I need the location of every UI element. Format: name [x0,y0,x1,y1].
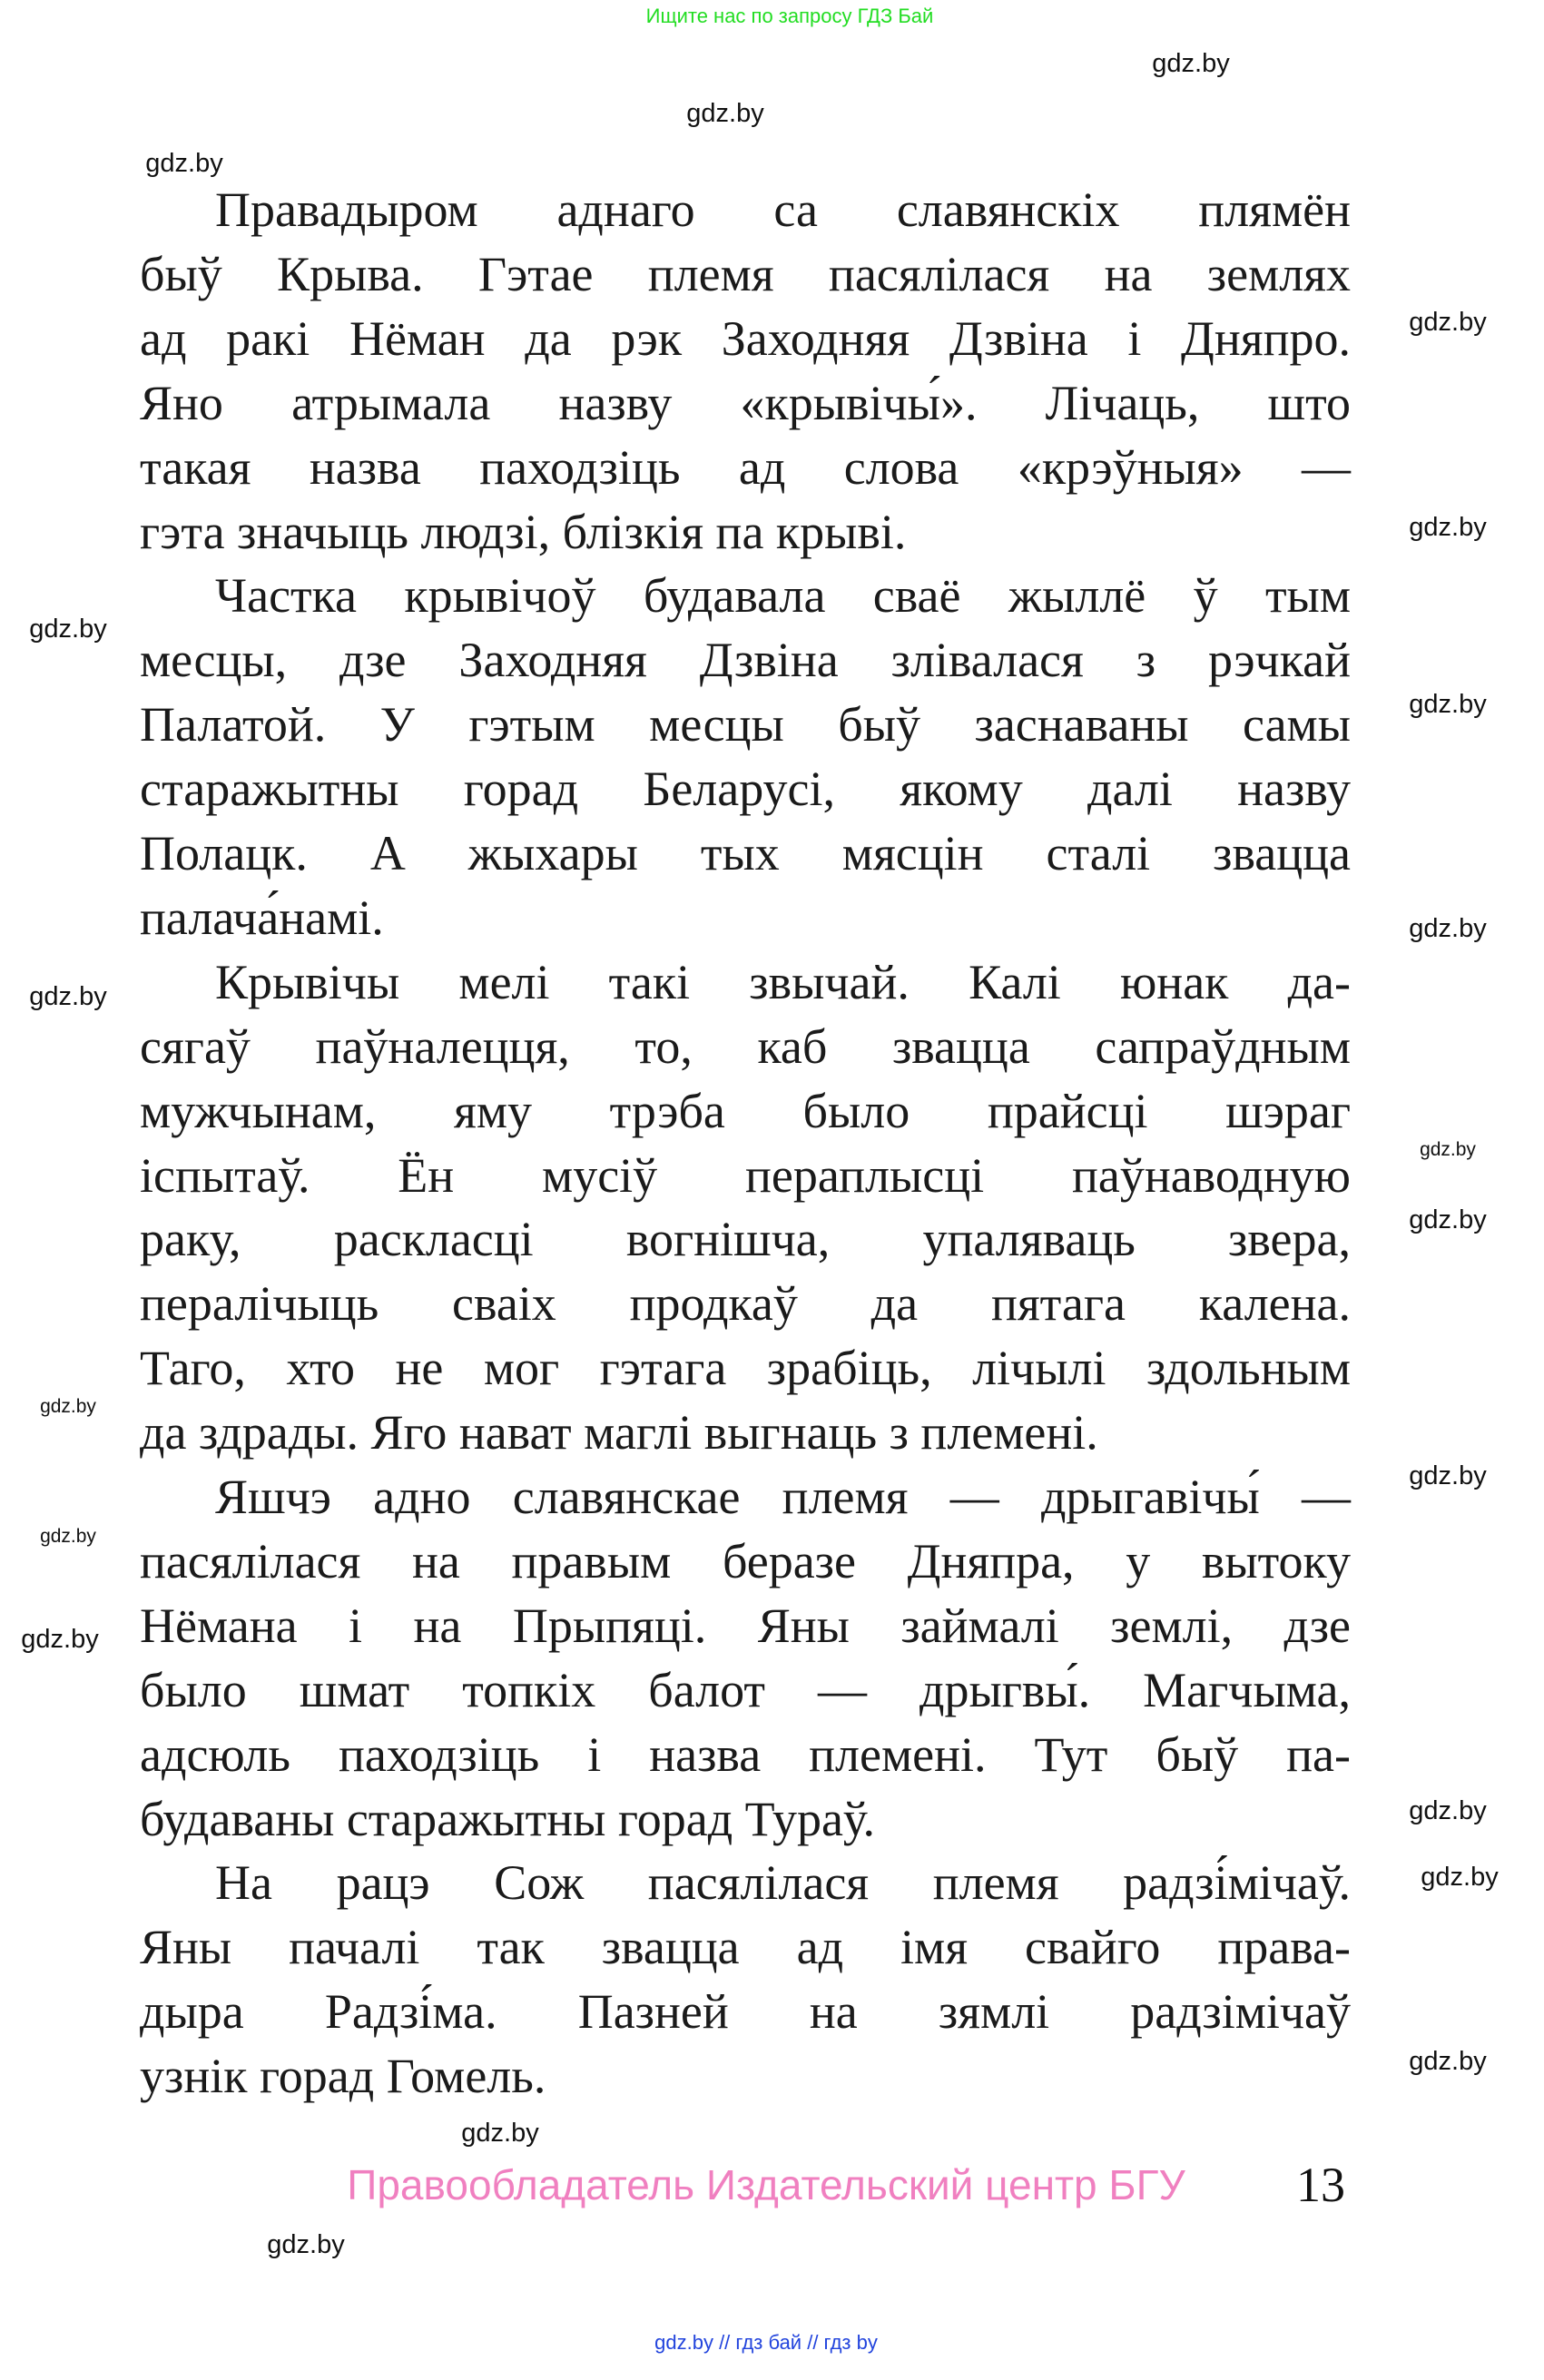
watermark: gdz.by [145,149,223,178]
watermark: gdz.by [1421,1863,1499,1892]
text-line: Яны пачалі так звацца ад імя свайго права- [140,1920,1351,1975]
text-line: пералічыць сваіх продкаў да пятага калена. [140,1276,1351,1332]
page-number: 13 [1296,2158,1345,2212]
watermark: gdz.by [40,1396,96,1417]
watermark: gdz.by [1409,513,1487,542]
text-line: пасялілася на правым беразе Дняпра, у вытоку [140,1533,1351,1588]
text-line: да здрады. Яго нават маглі выгнаць з племені. [140,1405,1098,1460]
text-line: мужчынам, яму трэба было прайсці шэраг [140,1083,1351,1138]
watermark: gdz.by [686,99,764,128]
watermark: gdz.by [1420,1139,1476,1160]
text-line: Таго, хто не мог гэтага зрабіць, лічылі здольным [140,1341,1351,1396]
text-line: Яно атрымала назву «крывічы́». Лічаць, што [140,375,1351,430]
text-line: Крывічы мелі такі звычай. Калі юнак да- [215,954,1351,1009]
watermark: gdz.by [267,2230,345,2259]
text-line: Яшчэ адно славянскае племя — дрыгавічы́ — [215,1470,1351,1524]
text-line: месцы, дзе Заходняя Дзвіна злівалася з рэчкай [140,633,1351,688]
watermark: gdz.by [1409,2047,1487,2076]
text-line: такая назва паходзіць ад слова «крэўныя» — [140,439,1351,495]
text-line: Нёмана і на Прыпяці. Яны займалі землі, дзе [140,1598,1351,1653]
watermark: gdz.by [1409,1461,1487,1490]
text-line: узнік горад Гомель. [140,2049,546,2104]
text-line: адсюль паходзіць і назва племені. Тут быў па- [140,1726,1351,1782]
text-line: Правадыром аднаго са славянскіх плямён [215,182,1351,237]
watermark: gdz.by [1409,1205,1487,1234]
text-line: палача́намі. [140,890,384,945]
watermark: gdz.by [1152,49,1230,78]
bottom-links[interactable]: gdz.by // гдз бай // гдз by [654,2331,878,2354]
text-line: будаваны старажытны горад Тураў. [140,1791,876,1846]
search-notice: Ищите нас по запросу ГДЗ Бай [645,5,934,27]
text-line: было шмат топкіх балот — дрыгвы́. Магчыма, [140,1662,1351,1717]
watermark: gdz.by [40,1526,96,1547]
watermark: gdz.by [461,2119,539,2148]
copyright-footer: Правообладатель Издательский центр БГУ [347,2161,1185,2208]
watermark: gdz.by [1409,308,1487,337]
text-line: іспытаў. Ён мусіў пераплысці паўнаводную [140,1147,1351,1203]
text-line: дыра Радзі́ма. Пазней на зямлі радзімічаў [140,1984,1351,2040]
text-line: старажытны горад Беларусі, якому далі назву [140,762,1351,817]
text-line: раку, раскласці вогнішча, упаляваць звера, [140,1212,1351,1267]
text-line: На рацэ Сож пасялілася племя радзі́мічаў. [215,1855,1351,1911]
text-line: быў Крыва. Гэтае племя пасялілася на землях [140,246,1351,301]
watermark: gdz.by [1409,690,1487,719]
text-line: сягаў паўналецця, то, каб звацца сапраўдным [140,1018,1351,1074]
watermark: gdz.by [29,982,107,1011]
watermark: gdz.by [21,1625,99,1654]
text-line: ад ракі Нёман да рэк Заходняя Дзвіна і Дняпро. [140,310,1351,366]
text-line: Полацк. А жыхары тых мясцін сталі звацца [140,826,1351,880]
watermark: gdz.by [1409,914,1487,943]
text-line: Палатой. У гэтым месцы быў заснаваны самы [140,697,1351,752]
text-line: гэта значыць людзі, блізкія па крыві. [140,504,907,559]
watermark: gdz.by [1409,1796,1487,1825]
watermark: gdz.by [29,615,107,644]
text-line: Частка крывічоў будавала сваё жыллё ў тым [215,568,1351,624]
